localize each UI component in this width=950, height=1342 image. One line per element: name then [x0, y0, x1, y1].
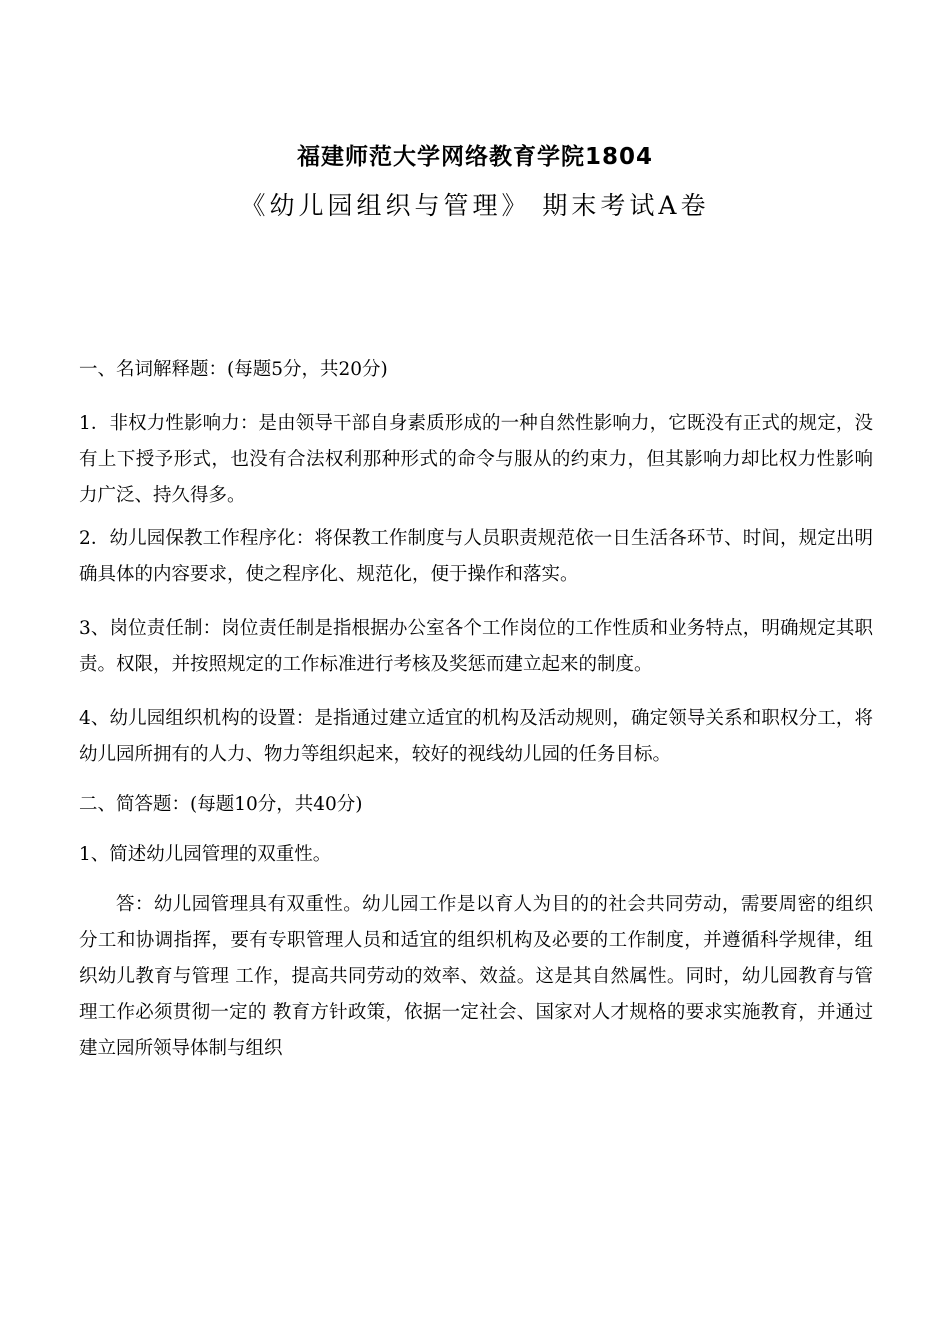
term-definition-1: 1．非权力性影响力：是由领导干部自身素质形成的一种自然性影响力，它既没有正式的规定，没有上下授予形式，也没有合法权利那种形式的命令与服从的约束力，但其影响力却比权力性影响力广泛、持久得多。 — [79, 413, 873, 506]
term-definition-4: 4、幼儿园组织机构的设置：是指通过建立适宜的机构及活动规则，确定领导关系和职权分工，将幼儿园所拥有的人力、物力等组织起来，较好的视线幼儿园的任务目标。 — [79, 708, 873, 765]
section2-heading: 二、简答题：(每题10分，共40分) — [79, 794, 363, 815]
term-definition-2: 2．幼儿园保教工作程序化：将保教工作制度与人员职责规范依一日生活各环节、时间，规定出明确具体的内容要求，使之程序化、规范化，便于操作和落实。 — [79, 528, 873, 585]
short-answer-question-1: 1、简述幼儿园管理的双重性。 — [79, 844, 332, 865]
short-answer-answer-1: 答：幼儿园管理具有双重性。幼儿园工作是以育人为目的的社会共同劳动，需要周密的组织分工和协调指挥，要有专职管理人员和适宜的组织机构及必要的工作制度，并遵循科学规律，组织幼儿教育与管理 工作，提高共同劳动的效率、效益。这是其自然属性。同时，幼儿园教育与管理工作必须贯彻一定的 教育方针政策，依据一定社会、国家对人才规格的要求实施教育，并通过建立园所领导体制与组织 — [79, 894, 873, 1059]
document-title-line2: 《幼儿园组织与管理》 期末考试A卷 — [240, 191, 710, 220]
section1-heading: 一、名词解释题：(每题5分，共20分) — [79, 359, 388, 380]
document-title-line1: 福建师范大学网络教育学院1804 — [296, 144, 653, 170]
document-body — [79, 352, 873, 1067]
term-definition-3: 3、岗位责任制：岗位责任制是指根据办公室各个工作岗位的工作性质和业务特点，明确规定其职责。权限，并按照规定的工作标准进行考核及奖惩而建立起来的制度。 — [79, 618, 873, 675]
